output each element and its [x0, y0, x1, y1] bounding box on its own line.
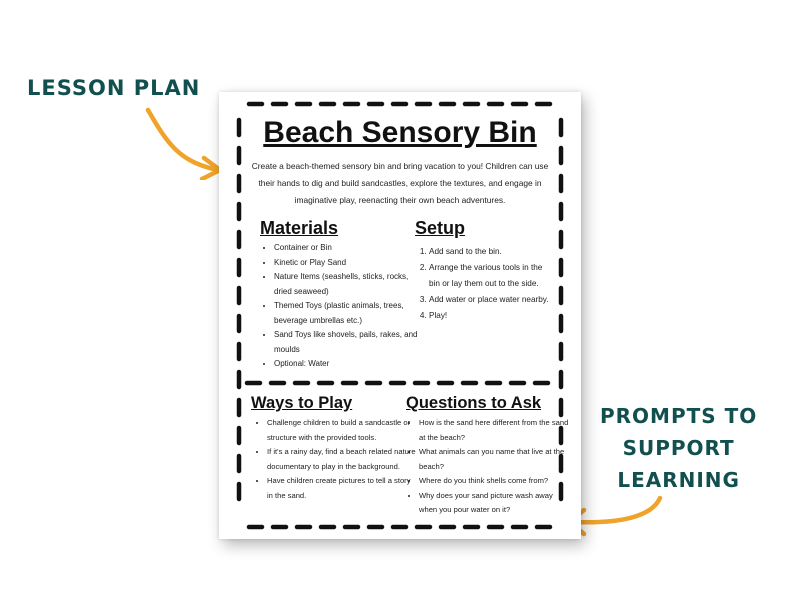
- materials-list: [260, 241, 424, 372]
- list-item: • Container or Bin: [274, 241, 424, 256]
- list-item: • If it's a rainy day, find a beach related nature documentary to play in the background.: [267, 445, 417, 474]
- list-item: • Sand Toys like shovels, pails, rakes, and moulds: [274, 328, 424, 357]
- prompts-label-line-1: PROMPTS TO: [600, 404, 758, 428]
- list-item: • Where do you think shells come from?: [419, 474, 569, 489]
- ways-to-play-list: [253, 416, 417, 503]
- setup-list: [417, 244, 554, 324]
- list-item: • Themed Toys (plastic animals, trees, beverage umbrellas etc.): [274, 299, 424, 328]
- list-item: • Have children create pictures to tell a story in the sand.: [267, 474, 417, 503]
- list-item: • Why does your sand picture wash away when you pour water on it?: [419, 489, 569, 518]
- sheet-intro: Create a beach-themed sensory bin and bring vacation to you! Children can use their hands to dig and build sandcastles, explore the textures, and engage in imaginative play, reenacting their own beach adventures.: [251, 161, 549, 205]
- prompts-label: [600, 400, 757, 496]
- questions-list: [405, 416, 569, 518]
- list-item: • Nature Items (seashells, sticks, rocks, dried seaweed): [274, 270, 424, 299]
- list-item: 2. Arrange the various tools in the bin or lay them out to the side.: [429, 260, 554, 292]
- lesson-sheet: [219, 92, 581, 539]
- list-item: • Optional: Water: [274, 357, 424, 372]
- materials-heading: Materials: [260, 218, 339, 238]
- list-item: • How is the sand here different from the sand at the beach?: [419, 416, 569, 445]
- list-item: 1. Add sand to the bin.: [429, 244, 554, 260]
- prompts-label-line-3: LEARNING: [617, 468, 740, 492]
- list-item: 4. Play!: [429, 308, 554, 324]
- prompts-label-line-2: SUPPORT: [622, 436, 735, 460]
- questions-heading: Questions to Ask: [406, 394, 542, 412]
- lesson-plan-label: LESSON PLAN: [27, 76, 201, 100]
- list-item: 3. Add water or place water nearby.: [429, 292, 554, 308]
- sheet-title: Beach Sensory Bin: [263, 116, 537, 149]
- list-item: • Kinetic or Play Sand: [274, 256, 424, 271]
- list-item: • Challenge children to build a sandcastle or structure with the provided tools.: [267, 416, 417, 445]
- lesson-arrow-icon: [140, 100, 230, 180]
- setup-heading: Setup: [415, 218, 466, 238]
- list-item: • What animals can you name that live at the beach?: [419, 445, 569, 474]
- ways-to-play-heading: Ways to Play: [251, 394, 353, 412]
